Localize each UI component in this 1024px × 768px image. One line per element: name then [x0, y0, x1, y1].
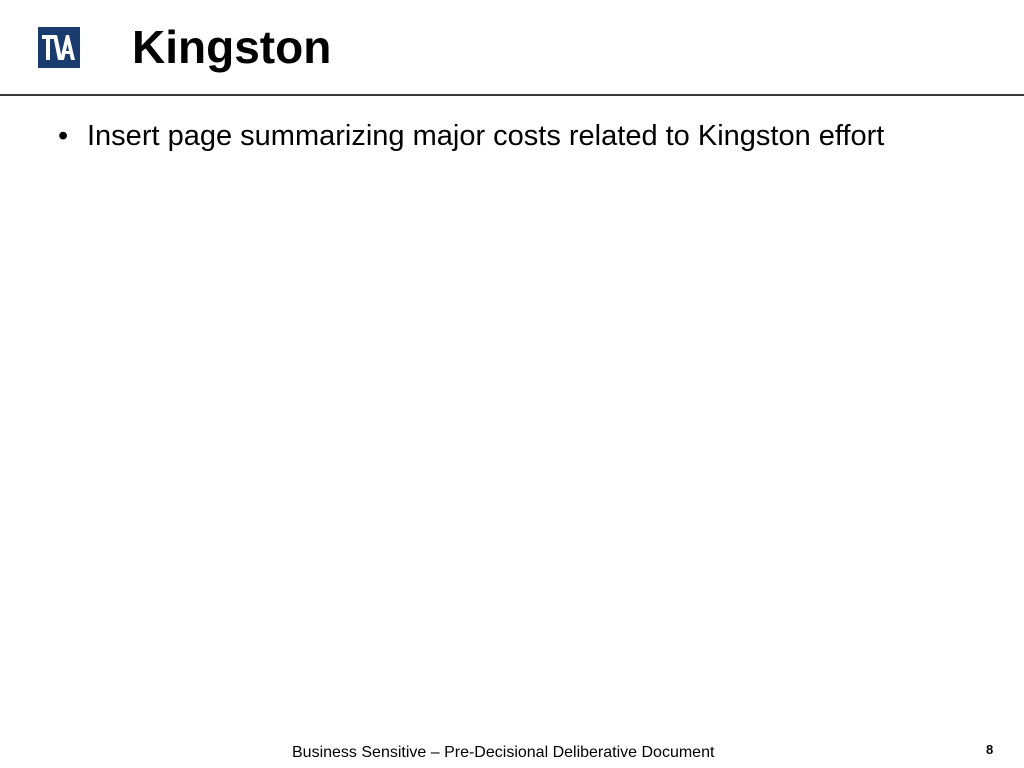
page-number: 8: [986, 742, 994, 757]
bullet-item: [58, 115, 884, 157]
bullet-text: Insert page summarizing major costs related to Kingston effort: [87, 120, 885, 152]
slide-title: Kingston: [132, 21, 332, 73]
bullet-marker: •: [58, 120, 69, 152]
bullet-list: [58, 115, 884, 157]
footer-confidentiality-note: Business Sensitive – Pre-Decisional Deliberative Document: [292, 744, 715, 761]
header-divider: [0, 94, 1024, 96]
tva-logo: [38, 27, 80, 68]
